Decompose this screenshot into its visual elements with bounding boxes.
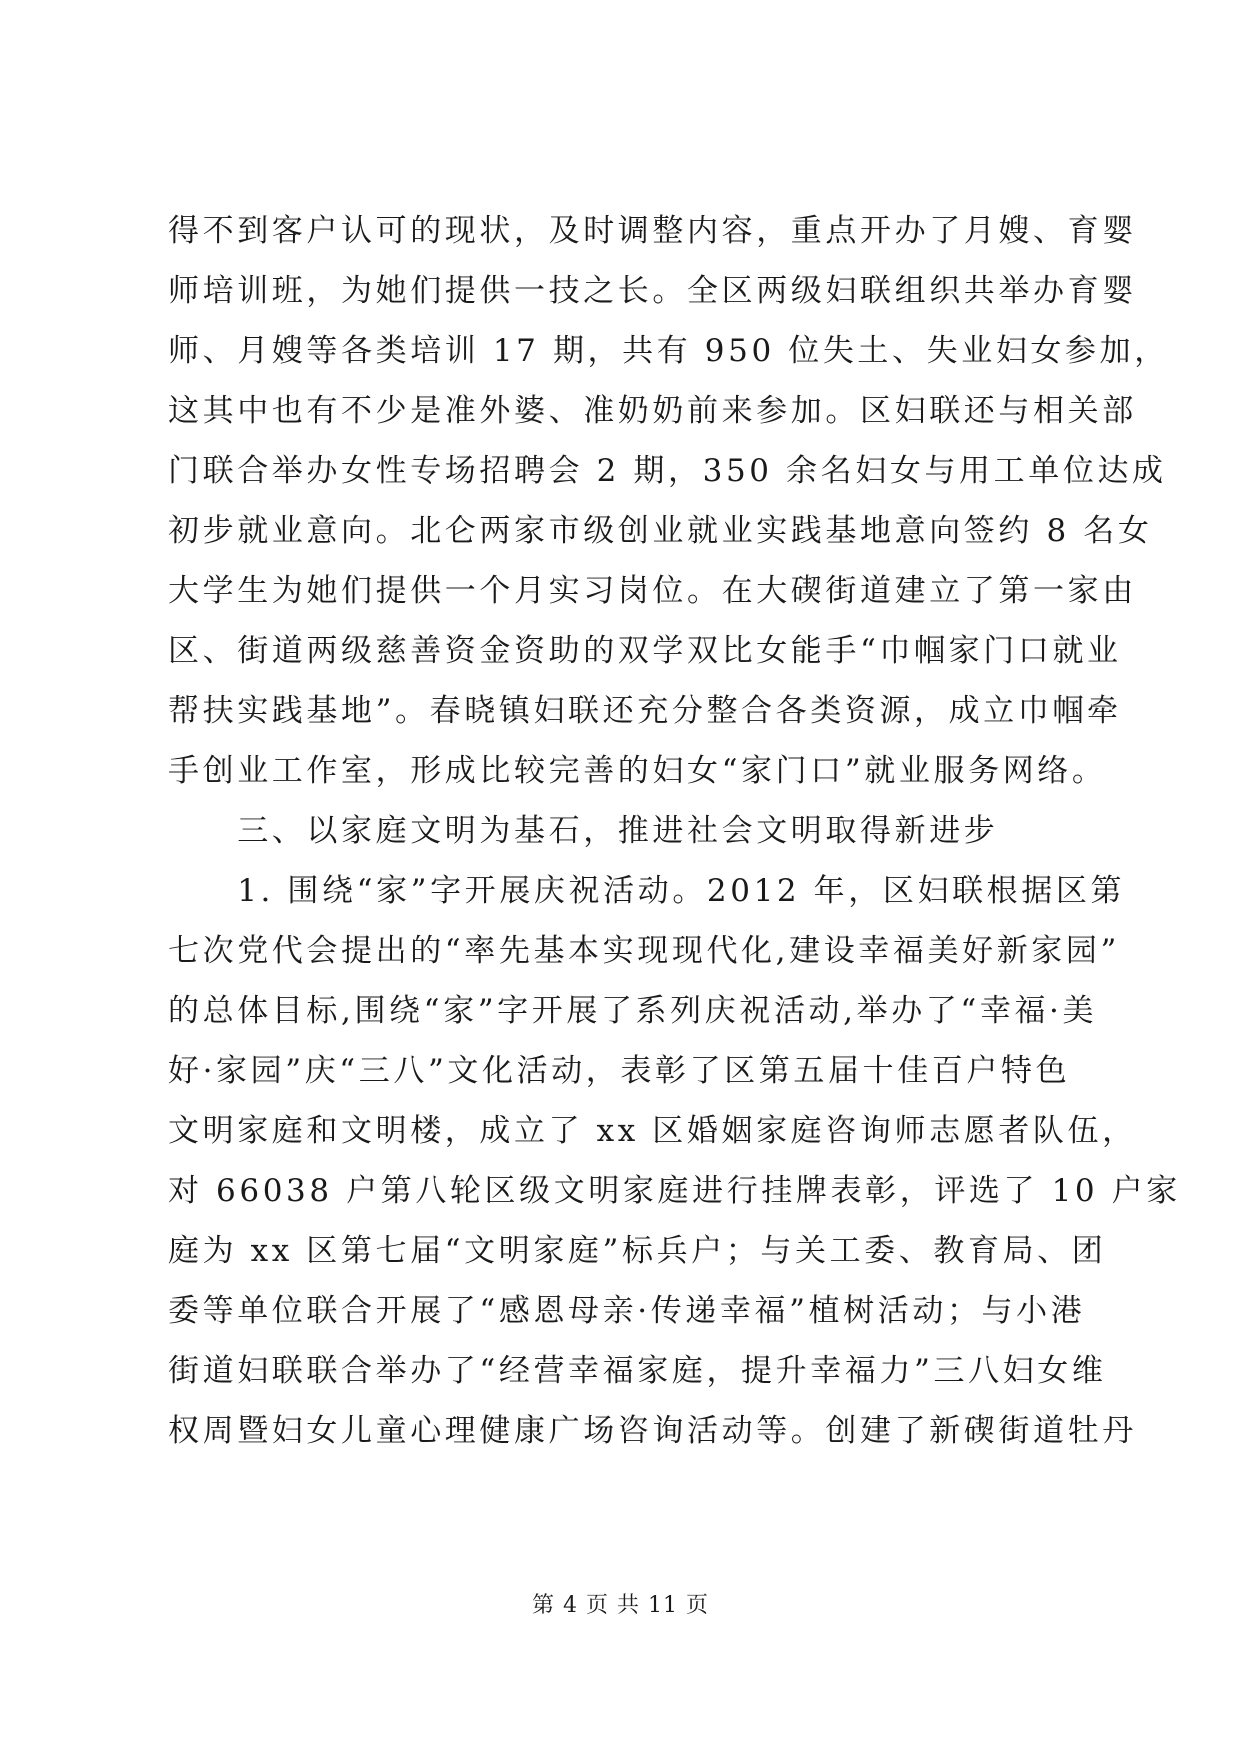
body-line: 1. 围绕“家”字开展庆祝活动。2012 年，区妇联根据区第 — [168, 873, 1126, 909]
body-line: 庭为 xx 区第七届“文明家庭”标兵户；与关工委、教育局、团 — [168, 1233, 1107, 1269]
body-line: 文明家庭和文明楼，成立了 xx 区婚姻家庭咨询师志愿者队伍， — [168, 1113, 1137, 1149]
page-number: 第 4 页 共 11 页 — [532, 1593, 709, 1618]
body-line: 得不到客户认可的现状，及时调整内容，重点开办了月嫂、育婴 — [168, 213, 1137, 249]
body-line: 大学生为她们提供一个月实习岗位。在大碶街道建立了第一家由 — [168, 573, 1137, 609]
body-line: 手创业工作室，形成比较完善的妇女“家门口”就业服务网络。 — [168, 753, 1107, 789]
body-line: 街道妇联联合举办了“经营幸福家庭，提升幸福力”三八妇女维 — [168, 1353, 1107, 1389]
body-line: 师培训班，为她们提供一技之长。全区两级妇联组织共举办育婴 — [168, 273, 1137, 309]
body-line: 初步就业意向。北仑两家市级创业就业实践基地意向签约 8 名女 — [168, 513, 1153, 549]
body-line: 七次党代会提出的“率先基本实现现代化,建设幸福美好新家园” — [168, 933, 1120, 969]
body-line: 好·家园”庆“三八”文化活动，表彰了区第五届十佳百户特色 — [168, 1053, 1071, 1089]
body-line: 区、街道两级慈善资金资助的双学双比女能手“巾帼家门口就业 — [168, 633, 1122, 669]
body-line: 委等单位联合开展了“感恩母亲·传递幸福”植树活动；与小港 — [168, 1293, 1086, 1329]
body-line: 帮扶实践基地”。春晓镇妇联还充分整合各类资源，成立巾帼牵 — [168, 693, 1122, 729]
body-line: 的总体目标,围绕“家”字开展了系列庆祝活动,举办了“幸福·美 — [168, 993, 1098, 1029]
body-line: 权周暨妇女儿童心理健康广场咨询活动等。创建了新碶街道牡丹 — [168, 1413, 1137, 1449]
body-line: 师、月嫂等各类培训 17 期，共有 950 位失土、失业妇女参加， — [168, 333, 1169, 369]
section-heading: 三、以家庭文明为基石，推进社会文明取得新进步 — [168, 813, 999, 849]
body-line: 这其中也有不少是准外婆、准奶奶前来参加。区妇联还与相关部 — [168, 393, 1137, 429]
body-line: 门联合举办女性专场招聘会 2 期，350 余名妇女与用工单位达成 — [168, 453, 1167, 489]
body-line: 对 66038 户第八轮区级文明家庭进行挂牌表彰，评选了 10 户家 — [168, 1173, 1181, 1209]
